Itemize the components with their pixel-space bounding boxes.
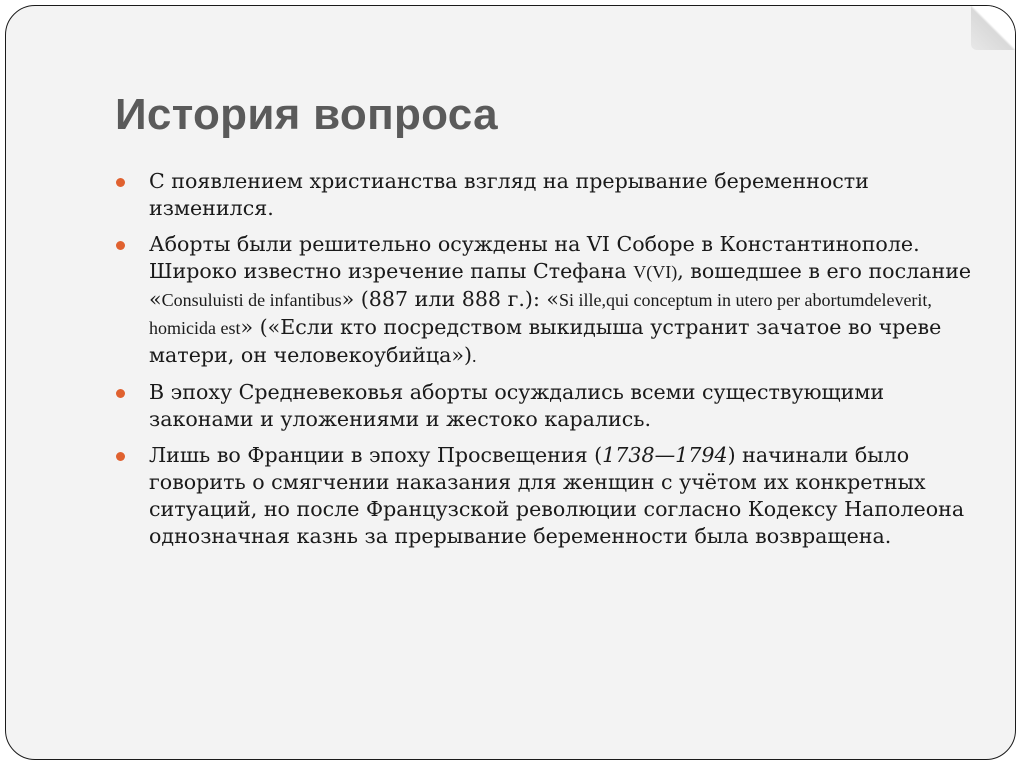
- bullet-text: Лишь во Франции в эпоху Просвещения (: [149, 443, 603, 467]
- bullet-item: [113, 442, 993, 550]
- latin-quote: Si ille,qui conceptum in utero per abortumdeleverit, homicida est: [149, 290, 932, 338]
- slide-title: История вопроса: [115, 90, 498, 139]
- bullet-item: [113, 231, 993, 370]
- bullet-item: [113, 168, 993, 222]
- bullet-text: » (887 или 888 г.): «: [341, 287, 560, 311]
- bullet-text: , вошедшее в его послание «: [149, 259, 972, 311]
- bullet-item: [113, 379, 993, 433]
- bullet-text: » («Если кто посредством выкидыша устранит зачатое во чреве матери, он человекоубийца»): [149, 315, 942, 367]
- bullet-list: [113, 168, 993, 559]
- slide: [5, 5, 1016, 760]
- bullet-text: С появлением христианства взгляд на прерывание беременности изменился.: [149, 169, 869, 220]
- page-curl-decoration: [971, 6, 1015, 50]
- latin-epistle-title: Consuluisti de infantibus: [161, 290, 342, 310]
- bullet-text: В эпоху Средневековья аборты осуждались всеми существующими законами и уложениями и жестоко карались.: [149, 380, 885, 431]
- enlightenment-years: 1738—1794: [602, 443, 728, 467]
- bullet-text: ) начинали было говорить о смягчении наказания для женщин с учётом их конкретных ситуаций, но после Французской революции согласно Кодексу Наполеона однозначная казнь за прерывание беременности была возвращена.: [149, 443, 965, 548]
- bullet-end-period: .: [472, 346, 477, 366]
- bullet-text: Аборты были решительно осуждены на VI Соборе в Константинополе. Широко известно изречение папы Стефана: [149, 232, 920, 283]
- pope-numeral: V(VI): [633, 262, 678, 282]
